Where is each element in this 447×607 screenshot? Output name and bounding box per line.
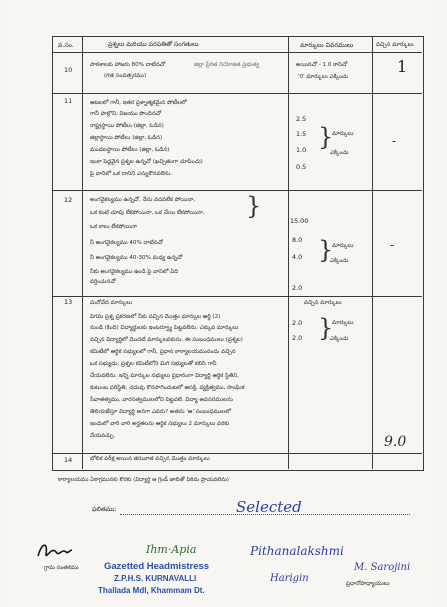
signature-green: Ihm·Apia xyxy=(146,543,197,556)
row-12-line: నీకు అంగవైకల్యము ఉండి పై వానిలో ఏది xyxy=(90,269,179,275)
row-12-detail-text: ఎక్కించు xyxy=(330,258,349,264)
row-13-value: 2.0 xyxy=(292,319,303,327)
stamp-line-1: Gazetted Headmistress xyxy=(104,561,210,572)
header-question-items: ప్రశ్నలు మరియు పరపతితో సంగతులు xyxy=(108,41,199,48)
stamp-line-2: Z.P.H.S. KURNAVALLI xyxy=(114,574,197,583)
row-rule xyxy=(52,453,422,454)
row-10-line: (గత సంవత్సరము) xyxy=(104,73,147,79)
row-12-line: ఒక కాలు లేకపోయినా xyxy=(90,224,137,230)
row-13-line: సేవాతత్వము, వారసత్వములలోని పెట్టవలె. విద్యా అవసరములను xyxy=(90,397,233,403)
row-11-marks: - xyxy=(392,134,397,148)
row-10-detail: '0' మార్కులు ఎక్కించు xyxy=(298,74,349,80)
row-12-line: నీ అంగవైకల్యము 40% దాటినచో xyxy=(90,240,163,246)
row-10-line: పాఠశాలకు హాజరు 80% దాటినచో xyxy=(90,62,166,68)
row-11-detail-text: ఎక్కించు xyxy=(330,150,349,156)
row-13-line: నుండి (కింది) విద్యార్థులకు ఇంటర్వ్యూ పెట్టవలెను. ఎక్కువ మార్కులు xyxy=(90,325,239,331)
row-13-line: కుటుంబ పరిస్థితి, చదువు కొనసాగించుటలో ఆసక్తి, వ్యక్తిత్వము, సాంఘిక xyxy=(90,385,245,391)
row-13-line: కమిటీలో ఆర్థిక సభ్యులలో గానీ, ప్రధాన కార్యాలయమునందు వచ్చిన xyxy=(90,349,236,355)
row-rule xyxy=(52,52,422,53)
row-13-detail-text: మార్కులు xyxy=(332,320,354,326)
signature-3: Harigin xyxy=(270,573,309,584)
row-11-value: 2.5 xyxy=(296,115,307,123)
result-label: ఫలితము: xyxy=(92,506,117,513)
row-13-line: ఇందులో వారి వారి అర్హతలను ఆర్థిక సభ్యులు 2 మార్కులు వరకు xyxy=(90,421,230,427)
result-value: Selected xyxy=(236,498,302,516)
header-mark-details: మార్కులు వివరములు xyxy=(300,42,354,49)
row-13-value: 2.0 xyxy=(292,334,303,342)
row-11-line: ఆటలలో గానీ, ఇతర ప్రశ్నాత్మకమైన పోటీలలో xyxy=(90,100,187,106)
row-14-text: బోలిక పరీక్ష అయిన తరువాత వచ్చిన మొత్తం మార్కులు xyxy=(90,456,210,462)
row-12-line: నీ అంగవైకల్యము 40-30% మధ్య ఉన్నచో xyxy=(90,255,183,261)
col-divider-serial xyxy=(82,36,83,469)
row-rule xyxy=(52,93,422,94)
left-caption: గ్రామ సంతకము xyxy=(44,565,79,571)
row-11-line: పై వానిలో ఒక దానిని ఎన్నుకొనవలెను. xyxy=(90,171,173,177)
row-13-line: వేయవచ్చు. xyxy=(90,433,116,439)
row-10-marks: 1 xyxy=(397,57,408,76)
row-12-serial: 12 xyxy=(64,196,73,204)
brace: } xyxy=(318,314,334,342)
row-10-detail: అయినచో - 1.0 కానిచో xyxy=(296,62,348,68)
row-12-marks: - xyxy=(390,238,395,252)
row-13-line: చేయవలెను. ఇన్ని మార్కుల సభ్యులు ప్రధానంగా విద్యార్థి ఆర్థిక స్థితిని, xyxy=(90,373,240,379)
row-11-value: 1.0 xyxy=(296,146,307,154)
footer-note: కార్యాలయము ఏకాగ్రమునకు కొరకు (విద్యార్థి ఆ గ్రెండ్ జాబితో పిఠిమ ప్రాయవలెను) xyxy=(58,477,229,483)
row-12-value: 4.0 xyxy=(292,253,303,261)
row-13-serial: 13 xyxy=(64,298,73,306)
brace: } xyxy=(246,192,262,220)
row-rule xyxy=(52,190,422,191)
signature-left-mark xyxy=(34,538,74,564)
row-11-value: 0.5 xyxy=(296,163,307,171)
row-13-detail-text: ఎక్కించు xyxy=(330,336,349,342)
row-13-line: వచ్చిన విద్యార్థిలో మొదటి మార్కులవకును. ఈ సంబంధములు (ప్రశ్నల) xyxy=(90,337,243,343)
signature-1: Pithanalakshmi xyxy=(250,544,344,558)
signature-2: M. Sarojini xyxy=(354,562,411,573)
row-11-line: రాష్ట్రస్థాయి పోటీలు (జిల్లా, ఓడిన) xyxy=(90,123,164,129)
header-serial: వ.సం. xyxy=(58,42,74,49)
row-13-line: విగమ ప్రశ్న ప్రకరణలో నీకు వచ్చిన మొత్తం మార్కుల ఆర్థి (2) xyxy=(90,314,221,320)
row-14-serial: 14 xyxy=(64,456,73,464)
row-11-serial: 11 xyxy=(64,97,73,105)
row-10-serial: 10 xyxy=(64,66,73,74)
row-11-detail-text: మార్కులు xyxy=(332,131,354,137)
row-13-marks-col-header: వచ్చిన మార్కులు xyxy=(304,300,342,306)
col-divider-details xyxy=(288,36,289,469)
row-12-line: ఒక కంటి చూపు లేకపోయినా, ఒక చేయి లేకపోయినా, xyxy=(90,210,205,216)
row-11-line: మండలస్థాయి పోటీలు (జిల్లా, ఓడిన) xyxy=(90,147,170,153)
row-13-line: మనోవేద మార్కులు xyxy=(90,300,133,306)
row-13-score: 9.0 xyxy=(384,434,407,450)
col-divider-marks xyxy=(372,36,373,469)
row-12-value: 2.0 xyxy=(292,284,303,292)
row-13-line: తెలియజేస్తూ విద్యార్థి అనగా ఎవరు? అతను 'ఆ' సంబంధములలో xyxy=(90,409,232,415)
row-12-detail-text: మార్కులు xyxy=(332,243,354,249)
row-11-value: 1.5 xyxy=(296,130,307,138)
row-10-middle-text: జిల్లా ప్రేరిత నియోజిత ప్రభుత్వ xyxy=(194,62,260,68)
right-caption: ప్రధానోపాధ్యాయులు xyxy=(346,581,390,587)
row-12-line: అంగవైకల్యము ఉన్నచో, నేను వదవలేక పోయినా, xyxy=(90,197,196,203)
row-13-line: ఒక సభ్యుడు, ప్రశ్నల కమిటీలోని మిగి సభ్యులతో కలిసి గానీ xyxy=(90,361,217,367)
brace: } xyxy=(318,236,334,264)
row-12-line: వర్తించునచో xyxy=(90,279,116,285)
stamp-line-3: Thallada Mdl, Khammam Dt. xyxy=(98,586,205,595)
row-11-line: జిల్లాస్థాయి పోటీలు (జిల్లా, ఓడిన) xyxy=(90,135,163,141)
brace: } xyxy=(318,123,334,151)
row-rule xyxy=(52,296,422,297)
row-11-line: ఇంకా పెద్దవైన ప్రశ్నల ఉన్నచో (ఖచ్చితంగా చూపించు) xyxy=(90,159,203,165)
row-12-value: 15.00 xyxy=(290,217,309,225)
row-11-line: గానీ పాల్గొని, విజయం పొందినచో xyxy=(90,111,162,117)
header-marks-given: వచ్చిన మార్కులు xyxy=(376,42,414,48)
row-12-value: 8.0 xyxy=(292,236,303,244)
